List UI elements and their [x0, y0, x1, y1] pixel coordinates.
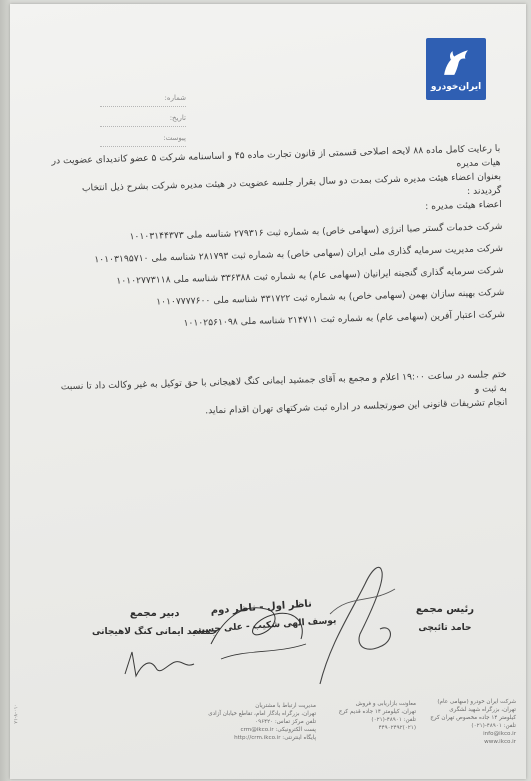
footer-email: info@ikco.ir: [483, 731, 516, 737]
footer-line: تهران، کیلومتر ۱۴ جاده قدیم کرج: [338, 709, 416, 715]
footer-line: تهران، بزرگراه شهید لشگری: [449, 707, 516, 713]
intro-line-2: بعنوان اعضاء هیئت مدیره شرکت بمدت دو سال بقرار جلسه عضویت در هیئت مدیره شرکت بشرح ذیل انتخاب گردیدند :: [81, 170, 502, 197]
signature-area: [10, 584, 526, 694]
secretary-title: دبیر مجمع: [129, 608, 180, 619]
supervisors-names: یوسف الهی شکیب - علی حسینی: [188, 615, 337, 637]
footer-line: کیلومتر ۱۴ جاده مخصوص تهران کرج: [430, 715, 516, 721]
intro-line-3: اعضاء هیئت مدیره :: [425, 198, 502, 213]
brand-logo: [426, 38, 486, 100]
date-field: تاریخ:: [100, 110, 186, 127]
board-member-4: شرکت بهینه سازان بهمن (سهامی خاص) به شماره ثبت ۳۳۱۷۲۲ شناسه ملی ۱۰۱۰۷۷۷۷۶۰۰: [155, 286, 505, 308]
letter-meta: [100, 90, 186, 150]
board-member-3: شرکت سرمایه گذاری گنجینه ایرانیان (سهامی عام) به شماره ثبت ۳۳۶۳۸۸ شناسه ملی ۱۰۱۰۲۷۷۳۱۱۸: [116, 264, 504, 287]
supervisors-title: ناظر اول - ناظر دوم: [210, 598, 313, 617]
footer-line: پست الکترونیکی: crm@ikco.ir: [240, 727, 316, 733]
board-member-1: شرکت خدمات گستر صبا انرژی (سهامی خاص) به شماره ثبت ۲۷۹۳۱۶ شناسه ملی ۱۰۱۰۳۱۴۴۳۷۳: [129, 220, 503, 243]
footer-line: تلفن: ۴۸۹۰۱-(۰۲۱): [471, 723, 516, 729]
president-name: حامد تائبچی: [418, 623, 472, 633]
footer-website: www.ikco.ir: [484, 739, 516, 745]
footer-line: مدیریت ارتباط با مشتریان: [255, 703, 316, 709]
horse-emblem-icon: [439, 46, 473, 80]
secretary-signature-block: [92, 608, 217, 637]
letter-footer: [10, 696, 526, 779]
letter-page: [10, 4, 526, 779]
president-signature-block: [416, 604, 474, 633]
handwritten-signature-supervisors: [206, 584, 316, 674]
footer-line: معاونت بازاریابی و فروش: [355, 701, 416, 707]
intro-line-1: با رعایت کامل ماده ۸۸ لایحه اصلاحی قسمتی از قانون تجارت ماده ۴۵ و اساسنامه شرکت ۵ عضو کاندیدای عضویت در هیات مدیره: [51, 142, 501, 170]
footer-line: پایگاه اینترنتی: http://crm.ikco.ir: [234, 735, 316, 741]
attachment-field: پیوست:: [100, 130, 186, 147]
footer-line: (۰۲۱)۴۴۹۰۲۴۹۲: [378, 725, 416, 731]
handwritten-signature-secretary: [120, 644, 200, 684]
brand-logo-text: ایران‌خودرو: [430, 82, 482, 92]
footer-line: تلفن مرکز تماس: ۰۹۶۴۲۰: [255, 719, 316, 725]
handwritten-signature-president: [310, 554, 410, 694]
letter-body: [50, 142, 507, 422]
closing-line-2: انجام تشریفات قانونی این صورتجلسه در اداره ثبت شرکتهای تهران اقدام نماید.: [205, 396, 508, 417]
closing-line-1: ختم جلسه در ساعت ۱۹:۰۰ اعلام و مجمع به آقای جمشید ایمانی کنگ لاهیجانی با حق توکیل به غیر وکالت داد تا نسبت به ثبت و: [60, 368, 508, 395]
board-member-5: شرکت اعتبار آفرین (سهامی عام) به شماره ثبت ۲۱۴۷۱۱ شناسه ملی ۱۰۱۰۲۵۶۱۰۹۸: [183, 308, 505, 329]
number-field: شماره:: [100, 90, 186, 107]
footer-line: شرکت ایران خودرو (سهامی عام): [437, 699, 516, 705]
president-title: رئیس مجمع: [415, 604, 474, 615]
secretary-name: جمشید ایمانی کنگ لاهیجانی: [92, 627, 218, 637]
footer-line: تهران، بزرگراه یادگار امام، تقاطع خیابان آزادی: [208, 711, 316, 717]
footer-company-info: [406, 698, 516, 746]
footer-customer-relations: [206, 702, 316, 742]
board-member-2: شرکت مدیریت سرمایه گذاری ملی ایران (سهامی خاص) به شماره ثبت ۲۸۱۷۹۳ شناسه ملی ۱۰۱۰۳۱۹۵۷۱۰: [94, 242, 504, 266]
page-edge: [0, 0, 10, 781]
footer-line: تلفن: ۴۸۹۰۱-(۰۲۱): [371, 717, 416, 723]
footer-sales: [306, 700, 416, 732]
margin-code: ۰۱۰-۷-۱۸: [12, 704, 18, 724]
